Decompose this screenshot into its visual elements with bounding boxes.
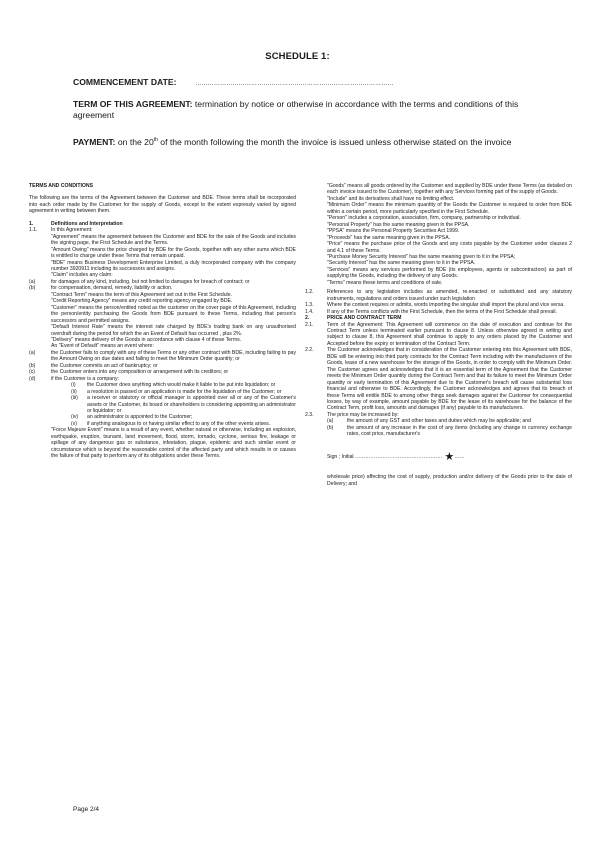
definition-agreement [29,234,296,247]
commencement-date-line [73,77,533,90]
term-label: TERM OF THIS AGREEMENT: [73,99,193,109]
intro-paragraph: The following are the terms of the Agreement between the Customer and BDE. These terms shall be incorporated into each order made by the Customer for the supply of Goods, except to the extent expressly varied by signed agreement in writing between them. [29,195,296,215]
payment-sup: th [153,137,158,144]
payment-terms [73,137,533,148]
definition-text: "Goods" means all goods ordered by the Customer and supplied by BDE under these Terms (as detailed on each invoice issued to the Customer), together with any Services forming part of the supply of Goods. [327,183,572,196]
definition-text: "Contract Term" means the term of this Agreement set out in the First Schedule. [51,291,232,298]
price-item-b-continued [305,474,572,487]
section-title: PRICE AND CONTRACT TERM [327,315,402,322]
definition-services [305,267,572,280]
clause-number: 2.3. [305,411,314,418]
definition-text: "Default Interest Rate" means the interest rate charged by BDE's trading bank on any unauthorised overdraft during the period for which the an Event of Default has occurred , plus 2%. [51,324,296,337]
event-item-a [29,350,296,363]
left-column [29,183,296,460]
section-number: 1. [29,220,34,227]
commencement-date-value: …………………………………………………………………………………… [195,81,394,87]
item-marker: (a) [327,418,334,425]
definition-text: "Personal Property" has the same meaning given in the PPSA. [327,221,470,228]
item-marker: (b) [327,424,334,431]
definition-customer [29,305,296,324]
clause-number: 1.2. [305,289,314,296]
schedule-title: SCHEDULE 1: [265,51,330,62]
clause-text: Term of the Agreement: This Agreement will commence on the date of execution and continue for the Contract Term unless terminated earlier pursuant to clause 8. Unless otherwise agreed in writing and subject to clause 8, this Agreement shall continue to apply to any orders placed by the Customer and Accepted before the expiry or termination of the Contract Term. [327,321,572,347]
star-icon: ★ [444,450,455,463]
definition-text: "Services" means any services performed by BDE (its employees, agents or subcontractors) as part of supplying the Goods, including the delivery of any Goods. [327,266,572,280]
definition-text: "Credit Reporting Agency" means any credit reporting agency engaged by BDE. [51,298,233,305]
clause-text: References to any legislation includes as amended, re.enacted or substituted and any statutory instruments, regulations and orders issued under such legislation [327,289,572,302]
definition-text: "Price" means the purchase price of the Goods and any costs payable by the Customer under clauses 2 and 4.1 of these Terms. [327,241,572,254]
clause-number: 2.1. [305,321,314,328]
definition-text: "BDE" means Business Development Enterprise Limited, a duly incorporated company with the company number 3920911 including its successors and assigns. [51,259,296,272]
definition-text: "Terms" means these terms and conditions of sale. [327,279,443,286]
item-marker: (i) [71,382,76,389]
term-of-agreement [73,99,533,121]
item-marker: (c) [29,369,35,376]
sign-initial-tail: …… [454,453,465,460]
definition-text: "Claim" includes any claim: [51,272,113,279]
clause-text: In this Agreement: [51,227,93,234]
payment-pre: on the 20 [115,137,154,147]
definition-text: "Include" and its derivatives shall have no limiting effect. [327,195,455,202]
definition-text: "Amount Owing" means the price charged by BDE for the Goods, together with any other sums which BDE is entitled to charge under these Terms that remain unpaid. [51,246,296,260]
section-title: Definitions and Interpretation [51,220,123,227]
item-text: a receiver or statutory or official manager is appointed over all or any of the Customer's assets or the Customer, its board or shareholders is considering appointing an administrator or liquidator; or [87,395,296,414]
clause-2-1 [305,322,572,348]
item-text: an administrator is appointed to the Customer; [87,414,193,421]
item-marker: (b) [29,362,36,369]
event-subitem-iii [29,395,296,414]
commencement-date-label: COMMENCEMENT DATE: [73,77,177,87]
definition-price [305,241,572,254]
definition-minimum-order [305,202,572,215]
item-marker: (a) [29,349,36,356]
item-marker: (b) [29,285,36,292]
definition-terms [305,280,572,286]
page-number: Page 2/4 [73,806,100,813]
definition-goods [305,183,572,196]
item-text: the Customer does anything which would make it liable to be put into liquidation; or [87,382,276,389]
item-text: if anything analogous to or having similar effect to any of the other events arises. [87,420,271,427]
clause-number: 1.1. [29,227,38,234]
payment-post: of the month following the month the invoice is issued unless otherwise stated on the invoice [157,137,512,147]
clause-number: 1.4. [305,308,314,315]
item-text: the Customer fails to comply with any of these Terms or any other contract with BDE, including failing to pay the Amount Owing on due dates and failing to meet the Minimum Order quantity; or [51,349,296,363]
item-marker: (iii) [71,395,78,402]
sign-initial-label: Sign ; Initial …………………………………………… [327,453,443,460]
term-text: termination by notice or otherwise in accordance with the terms and conditions of this agreement [73,99,519,120]
clause-number: 1.3. [305,302,314,309]
item-text: the Customer enters into any composition or arrangement with its creditors; or [51,369,229,376]
terms-heading: TERMS AND CONDITIONS [29,183,94,189]
clause-2-2 [305,347,572,412]
definition-default-rate [29,324,296,337]
clause-text: If any of the Terms conflicts with the First Schedule, then the terms of the First Schedule shall prevail. [327,308,557,315]
definition-text: "Delivery" means delivery of the Goods in accordance with clause 4 of these Terms. [51,336,242,343]
definition-text: "Minimum Order" means the minimum quantity of the Goods the Customer is required to order from BDE within a certain period, more particularly specified in the First Schedule. [327,202,572,215]
definition-text: "Purchase Money Security Interest" has the same meaning given to it in the PPSA; [327,253,516,260]
section-number: 2. [305,315,310,322]
item-marker: (d) [29,375,36,382]
definition-text: "Person" includes a corporation, association, firm, company, partnership or individual. [327,215,521,222]
item-text: for compensation, demand, remedy, liability or action. [51,285,173,292]
clause-number: 2.2. [305,347,314,354]
clause-text: The Customer acknowledges that in consideration of the Customer entering into this Agreement with BDE, BDE will be entering into third party contracts for the Contract Term including with the manufacturers of the Goods, lease of a new warehouse for the storage of the Goods, in order to comply with the Minimum Order. The Customer agrees and acknowledges that it is an essential term of the Agreement that the Customer meets the Minimum Order quantity during the Contract Term and that its failure to meet the Minimum Order quantity or early termination of this Agreement due to the Customer's breach will cause substantial loss financial and otherwise to BDE. Accordingly, the Customer acknowledges and agrees that its breach of these Terms will entitle BDE to among other things seek damages against the Customer for consequential losses, by way of example, amount payable by BDE for the lease of its warehouse for the balance of the Contract Term, profit loss, amounts and damages (if any) payable to its manufacturers. [327,347,572,412]
item-marker: (ii) [71,388,77,395]
item-text: for damages of any kind, including, but not limited to damages for breach of contract; or [51,278,250,285]
definition-force-majeure [29,427,296,459]
item-text: if the Customer is a company: [51,375,119,382]
definition-text: "PPSA" means the Personal Property Securities Act 1999. [327,228,460,235]
item-marker: (iv) [71,414,79,421]
item-text: wholesale price) affecting the cost of supply, production and/or delivery of the Goods prior to the date of Delivery; and [327,474,572,487]
definition-bde [29,260,296,273]
definition-text: "Proceeds" has the same meaning given in the PPSA. [327,234,451,241]
price-item-b [305,425,572,438]
item-text: the amount of any GST and other taxes and duties which may be applicable; and [347,418,531,425]
item-text: the Customer commits an act of bankruptcy; or [51,362,158,369]
clause-text: The price may be increased by: [327,411,399,418]
definition-text: "Security Interest" has the same meaning given to it in the PPSA. [327,260,476,267]
item-marker: (v) [71,420,77,427]
definition-amount-owing [29,247,296,260]
right-column [305,183,572,487]
definition-text: "Customer" means the person/entited noted as the customer on the cover page of this Agreement, including the person/entity purchasing the Goods from BDE pursuant to these Terms, including that person's successors and permitted assigns. [51,304,296,324]
clause-text: Where the context requires or admits, words importing the singular shall import the plural and vice versa. [327,302,565,309]
definition-text: An "Event of Default" means an event where: [51,343,154,350]
item-marker: (a) [29,278,36,285]
definition-text: "Force Majeure Event" means is a result of any event, whether natural or otherwise, including an explosion, earthquake, eruption, tsunami, land movement, flood, storm, tornado, cyclone, serious fire, leakage or spillage of any dangerous gas or substance, infestation, plague, epidemic and such similar event or circumstance which is beyond the reasonable control of the affected party and which results in or causes the failure of that party to perform any of its obligations under these Terms. [51,427,296,460]
item-text: the amount of any increase in the cost of any items (including any change in currency exchange rates, cost price, manufacturer's [347,424,572,438]
item-text: a resolution is passed or an application is made for the liquidation of the Customer; or [87,388,282,395]
definition-text: "Agreement" means the agreement between the Customer and BDE for the sale of the Goods and includes the signing page, the First Schedule and the Terms. [51,233,296,247]
payment-label: PAYMENT: [73,137,116,147]
clause-1-2 [305,289,572,302]
